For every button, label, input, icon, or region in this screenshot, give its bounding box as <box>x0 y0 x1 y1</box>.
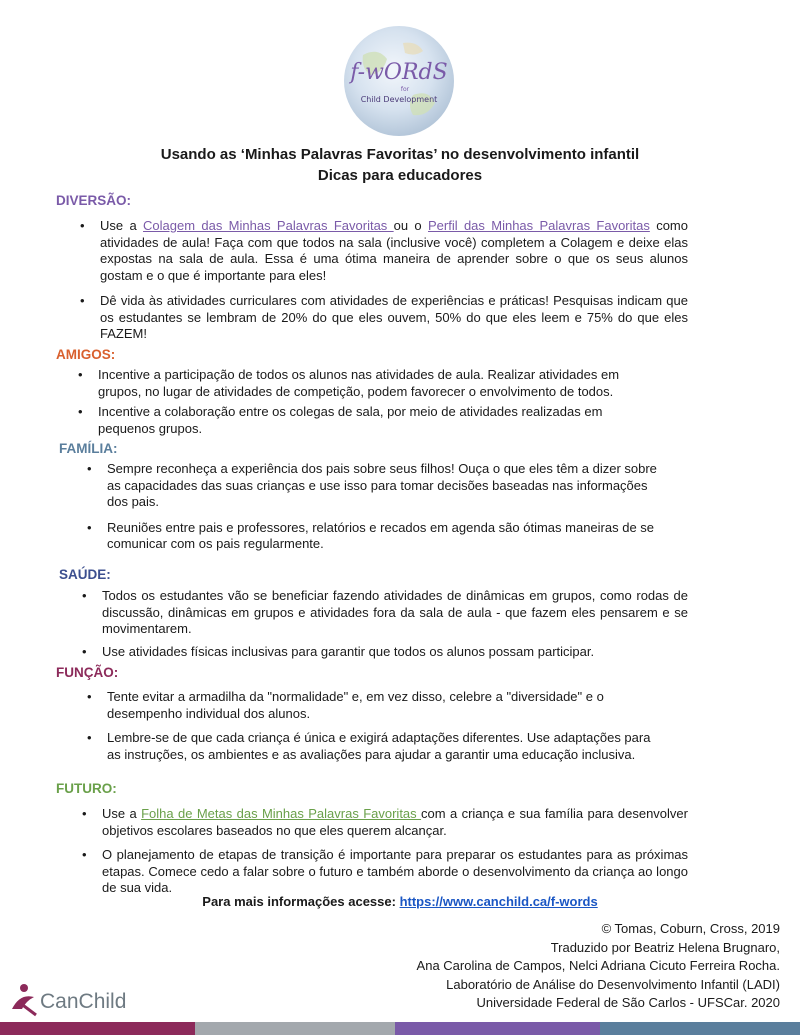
heading-familia: FAMÍLIA: <box>59 441 118 456</box>
heading-diversao: DIVERSÃO: <box>56 193 132 208</box>
canchild-logo <box>10 979 140 1019</box>
perfil-link[interactable]: Perfil das Minhas Palavras Favoritas <box>428 218 650 233</box>
text-segment: com a criança e sua família para desenvolver objetivos escolares baseados no que eles querem alcançar. <box>102 806 688 838</box>
footer-color-bar <box>0 1022 800 1035</box>
list-item: • Reuniões entre pais e professores, relatórios e recados em agenda são ótimas maneiras de se comunicar com os pais regularmente. <box>107 520 665 553</box>
text-segment: Use a <box>102 806 142 821</box>
document-subtitle: Dicas para educadores <box>317 167 483 184</box>
footer-bar-segment <box>195 1022 395 1035</box>
heading-saude: SAÚDE: <box>59 567 111 582</box>
document-title: Usando as ‘Minhas Palavras Favoritas’ no desenvolvimento infantil <box>160 146 640 163</box>
folha-metas-link[interactable]: Folha de Metas das Minhas Palavras Favoritas <box>141 806 422 821</box>
credit-line: Laboratório de Análise do Desenvolvimento Infantil (LADI) <box>446 976 780 992</box>
footer-bar-segment <box>395 1022 600 1035</box>
heading-amigos: AMIGOS: <box>56 347 116 362</box>
canchild-url-link[interactable]: https://www.canchild.ca/f-words <box>399 894 598 909</box>
logo-text: f-wORdS <box>350 60 448 85</box>
list-funcao <box>107 689 663 763</box>
list-item: • Sempre reconheça a experiência dos pais sobre seus filhos! Ouça o que eles têm a dizer sobre as capacidades das suas crianças e use isso para tomar decisões baseadas nas informações dos pais. <box>107 461 665 511</box>
text-segment: Use a <box>100 218 144 233</box>
logo-subtext: Child Development <box>360 95 438 104</box>
list-item: • Lembre-se de que cada criança é única e exigirá adaptações diferentes. Use adaptações para as instruções, os ambientes e as avaliações para ajudar a garantir uma educação inclusiva. <box>107 730 663 763</box>
list-familia <box>107 461 665 553</box>
canchild-brand-text: CanChild <box>40 990 127 1013</box>
credit-line: Universidade Federal de São Carlos - UFSCar. 2020 <box>476 995 780 1010</box>
logo-head-icon <box>20 984 28 992</box>
logo-for-text: for <box>400 86 410 93</box>
more-info-label: Para mais informações acesse: <box>202 894 400 909</box>
heading-futuro: FUTURO: <box>56 781 117 796</box>
footer-bar-segment <box>0 1022 195 1035</box>
list-item: • Incentive a colaboração entre os colegas de sala, por meio de atividades realizadas em pequenos grupos. <box>98 404 658 437</box>
footer-bar-segment <box>600 1022 800 1035</box>
credit-line: Traduzido por Beatriz Helena Brugnaro, <box>550 939 780 955</box>
credit-line: Ana Carolina de Campos, Nelci Adriana Cicuto Ferreira Rocha. <box>416 958 780 973</box>
more-info-line <box>0 893 800 910</box>
list-item <box>100 218 688 284</box>
text-segment: ou o <box>393 218 428 233</box>
list-item: • Dê vida às atividades curriculares com atividades de experiências e práticas! Pesquisas indicam que os estudantes se lembram de 20% do que eles ouvem, 50% do que eles leem e 75% do que eles FAZEM! <box>100 293 688 343</box>
colagem-link[interactable]: Colagem das Minhas Palavras Favoritas <box>143 218 394 233</box>
f-words-logo <box>343 25 455 137</box>
list-item <box>102 806 688 839</box>
list-item: • Use atividades físicas inclusivas para garantir que todos os alunos possam participar. <box>102 644 688 661</box>
list-item: • Todos os estudantes vão se beneficiar fazendo atividades de dinâmicas em grupos, como rodas de discussão, dinâmicas em grupos e atividades fora da sala de aula - que fazem eles pensarem e se movimentarem. <box>102 588 688 638</box>
credit-line: © Tomas, Coburn, Cross, 2019 <box>601 921 780 936</box>
credits <box>417 920 780 1013</box>
list-item: • Tente evitar a armadilha da "normalidade" e, em vez disso, celebre a "diversidade" e o desempenho individual dos alunos. <box>107 689 663 722</box>
list-amigos <box>98 367 658 437</box>
list-saude <box>102 588 688 660</box>
list-diversao <box>100 218 688 343</box>
list-futuro <box>102 806 688 897</box>
list-item: • Incentive a participação de todos os alunos nas atividades de aula. Realizar atividades em grupos, no lugar de atividades de competição, podem favorecer o envolvimento de todos. <box>98 367 658 400</box>
heading-funcao: FUNÇÃO: <box>56 665 119 680</box>
text-segment: como atividades de aula! Faça com que todos na sala (inclusive você) completem a Colagem e deixe elas expostas na sala de aula. Essa é uma ótima maneira de aprender sobre o que os seus alunos gostam e o que é importante para eles! <box>100 218 688 283</box>
list-item: • O planejamento de etapas de transição é importante para preparar os estudantes para as próximas etapas. Comece cedo a falar sobre o futuro e também aborde o desenvolvimento da criança ao longo de sua vida. <box>102 847 688 897</box>
